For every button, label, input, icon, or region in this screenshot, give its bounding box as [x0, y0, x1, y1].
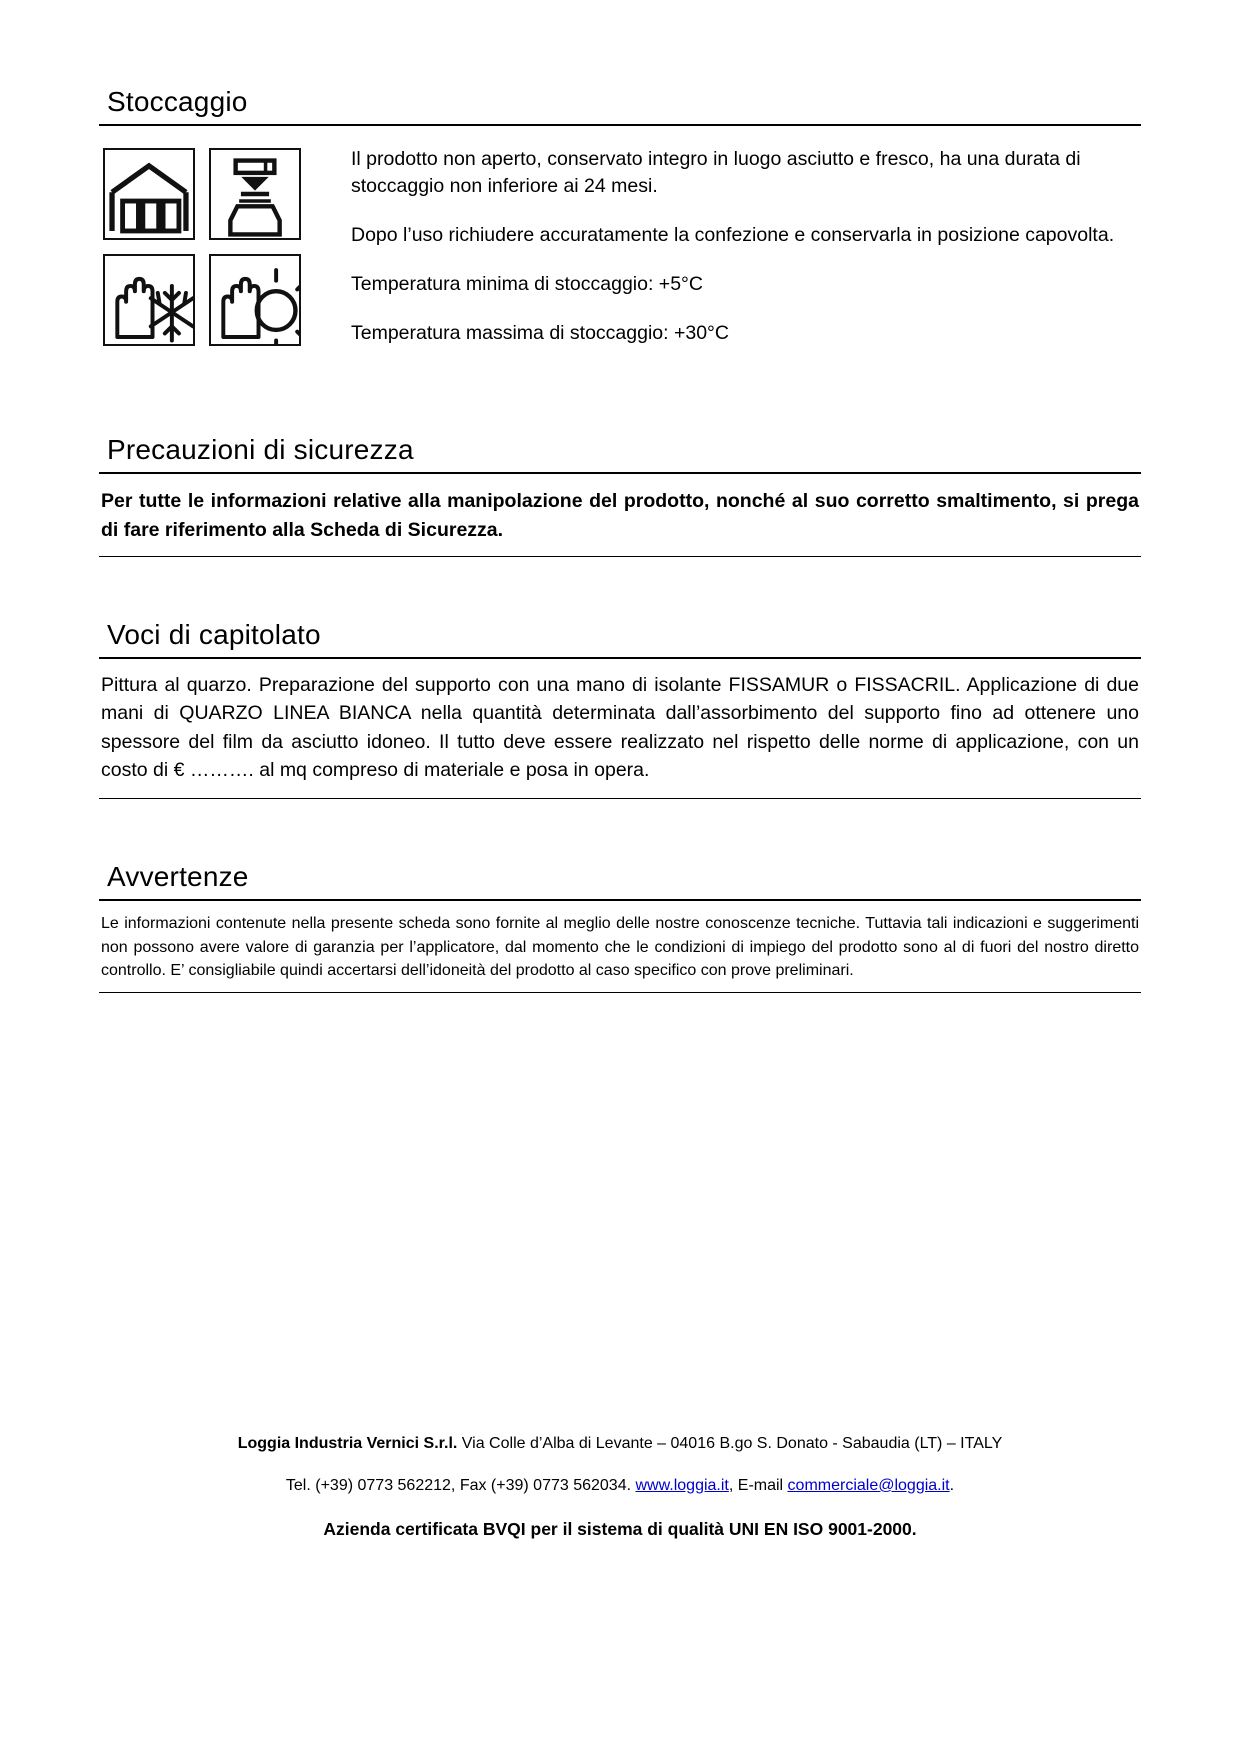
footer-phone-fax: Tel. (+39) 0773 562212, Fax (+39) 0773 562034.	[285, 1476, 636, 1494]
spacer-before-sicurezza	[99, 348, 1141, 434]
storage-paragraph-max-temp: Temperatura massima di stoccaggio: +30°C	[351, 321, 729, 344]
section-voci-capitolato	[99, 619, 1141, 799]
page-footer	[0, 1432, 1240, 1542]
top-spacer	[99, 0, 1141, 86]
protect-from-frost-icon	[103, 254, 195, 346]
footer-contact-suffix: .	[949, 1476, 955, 1494]
footer-email-link[interactable]: commerciale@loggia.it	[787, 1476, 950, 1494]
section-heading-voci-capitolato: Voci di capitolato	[107, 618, 321, 650]
footer-company-line	[0, 1432, 1240, 1456]
section-stoccaggio	[99, 86, 1141, 348]
spacer-before-capitolato	[99, 557, 1141, 619]
section-avvertenze	[99, 861, 1141, 993]
warehouse-dry-storage-icon	[103, 148, 195, 240]
storage-text-block	[303, 144, 1141, 347]
divider-avvertenze-bottom	[99, 992, 1141, 993]
protect-from-heat-sun-icon	[209, 254, 301, 346]
storage-paragraph-min-temp: Temperatura minima di stoccaggio: +5°C	[351, 272, 703, 295]
section-heading-avvertenze: Avvertenze	[107, 861, 249, 893]
footer-email-label: , E-mail	[728, 1476, 788, 1494]
storage-paragraph-resealing: Dopo l’uso richiudere accuratamente la confezione e conservarla in posizione capovolta.	[351, 224, 1115, 246]
footer-contact-line	[0, 1474, 1240, 1498]
container-upside-down-icon	[209, 148, 301, 240]
section-precauzioni-sicurezza	[99, 434, 1141, 557]
section-heading-precauzioni-sicurezza: Precauzioni di sicurezza	[107, 434, 414, 466]
footer-company-address: Via Colle d’Alba di Levante – 04016 B.go S. Donato - Sabaudia (LT) – ITALY	[457, 1434, 1003, 1452]
section-heading-stoccaggio: Stoccaggio	[107, 86, 248, 117]
safety-body-text: Per tutte le informazioni relative alla manipolazione del prodotto, nonché al suo corretto smaltimento, si prega di fare riferimento alla Scheda di Sicurezza.	[101, 490, 1139, 541]
specification-body-text: Pittura al quarzo. Preparazione del supporto con una mano di isolante FISSAMUR o FISSACRIL. Applicazione di due mani di QUARZO LINEA BIANCA nella quantità determinata dall’assorbimento del supporto fino ad ottenere uno spessore del film da asciutto idoneo. Il tutto deve essere realizzato nel rispetto delle norme di applicazione, con un costo di € ………. al mq compreso di materiale e posa in opera.	[101, 674, 1139, 781]
warnings-body-text: Le informazioni contenute nella presente scheda sono fornite al meglio delle nostre conoscenze tecniche. Tuttavia tali indicazioni e suggerimenti non possono avere valore di garanzia per l’applicatore, dal momento che le condizioni di impiego del prodotto sono al di fuori del nostro diretto controllo. E’ consigliabile quindi accertarsi dell’idoneità del prodotto al caso specifico con prove preliminari.	[101, 915, 1139, 979]
spacer-before-avvertenze	[99, 799, 1141, 861]
storage-paragraph-shelf-life: Il prodotto non aperto, conservato integro in luogo asciutto e fresco, ha una durata di stoccaggio non inferiore ai 24 mesi.	[351, 148, 1081, 198]
storage-content	[99, 126, 1141, 348]
footer-company-name: Loggia Industria Vernici S.r.l.	[237, 1434, 458, 1452]
footer-certification-line: Azienda certificata BVQI per il sistema di qualità UNI EN ISO 9001-2000.	[323, 1518, 917, 1539]
footer-website-link[interactable]: www.loggia.it	[635, 1476, 729, 1494]
storage-icon-grid	[103, 148, 303, 348]
